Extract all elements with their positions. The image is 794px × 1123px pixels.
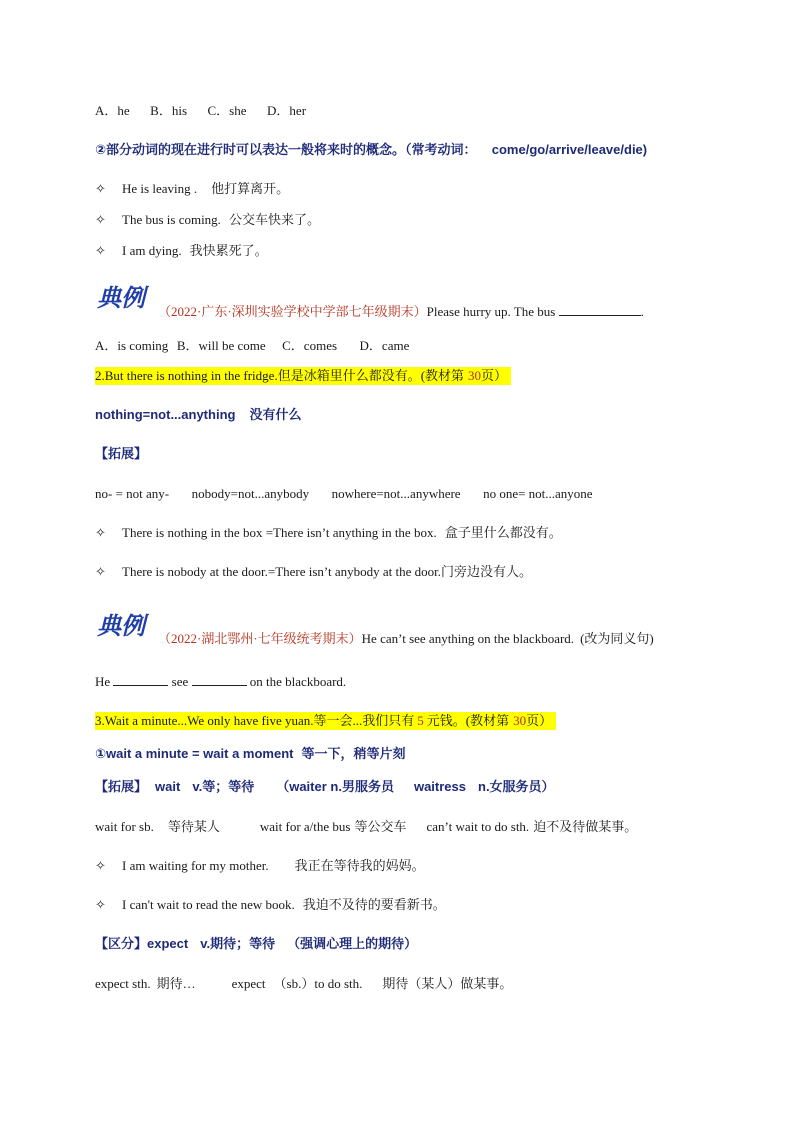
use-en: （sb.）to do sth.: [273, 976, 363, 991]
answer-end: on the blackboard.: [249, 674, 347, 689]
example-zh: 公交车快来了。: [228, 212, 320, 227]
distinguish-row: [95, 935, 417, 953]
section2-phrase: [95, 406, 301, 424]
example2-source: （2022·湖北鄂州·七年级统考期末）: [158, 631, 362, 646]
logo-text: 典例: [97, 611, 145, 640]
typical-example-logo: [95, 282, 155, 312]
phrase-zh: 等一下，稍等片刻: [301, 746, 406, 761]
option-a: A．is coming: [95, 338, 169, 353]
example1-text: Please hurry up. The bus: [426, 304, 556, 319]
use-en: wait for sb.: [95, 819, 154, 834]
example-row: [95, 563, 532, 581]
example-en: I can't wait to read the new book.: [122, 897, 295, 912]
section3-num: 5: [417, 713, 424, 728]
use-zh: 迫不及待做某事。: [533, 819, 638, 834]
option-a: A．he: [95, 103, 130, 118]
example2-question: [158, 630, 654, 648]
rule: nobody=not...anybody: [191, 486, 310, 501]
example-row: [95, 180, 289, 198]
logo-text: 典例: [97, 283, 145, 312]
example-en: I am dying.: [122, 243, 182, 258]
example-en: The bus is coming.: [122, 212, 221, 227]
use-en: expect sth.: [95, 976, 151, 991]
expand-label: 【拓展】: [95, 779, 148, 794]
example2-text: He can’t see anything on the blackboard.: [361, 631, 575, 646]
answer-blank[interactable]: [192, 672, 247, 686]
diamond-icon: ✧: [95, 897, 106, 912]
example1-end: .: [640, 304, 644, 319]
example-row: [95, 857, 425, 875]
example-row: [95, 242, 268, 260]
option-d: D．came: [359, 338, 410, 353]
diamond-icon: ✧: [95, 212, 106, 227]
example2-answer: [95, 672, 346, 691]
option-c: C．comes: [282, 338, 338, 353]
distinguish-word: expect: [147, 936, 189, 951]
distinguish-note: （强调心理上的期待）: [287, 936, 418, 951]
expand-pos: v.等；等待: [192, 779, 255, 794]
use-en: wait for a/the bus: [259, 819, 351, 834]
answer-start: He: [95, 674, 111, 689]
expand-waitress: waitress: [413, 779, 466, 794]
answer-blank[interactable]: [559, 302, 641, 316]
use-zh: 期待…: [156, 976, 196, 991]
use-zh: 等公交车: [354, 819, 407, 834]
q1-options: [95, 102, 306, 120]
section3-end: 页）: [526, 713, 553, 728]
use-zh: 期待（某人）做某事。: [382, 976, 513, 991]
example1-options: [95, 337, 409, 355]
example2-note: (改为同义句): [580, 631, 654, 646]
example-zh: 门旁边没有人。: [441, 564, 533, 579]
section3-page: 30: [513, 713, 527, 728]
phrase-zh: 没有什么: [249, 407, 302, 422]
example-zh: 我快累死了。: [189, 243, 268, 258]
use-en: can’t wait to do sth.: [426, 819, 530, 834]
section2-heading: [95, 367, 511, 385]
diamond-icon: ✧: [95, 858, 106, 873]
section3-text: 3.Wait a minute...We only have five yuan.等一会...我们只有: [95, 713, 415, 728]
no-rules: [95, 485, 593, 503]
option-b: B．will be come: [176, 338, 266, 353]
typical-example-logo: [95, 610, 155, 640]
option-d: D．her: [267, 103, 307, 118]
option-c: C．she: [207, 103, 247, 118]
expand-waitress-def: n.女服务员）: [478, 779, 555, 794]
example-zh: 我正在等待我的妈妈。: [294, 858, 425, 873]
example-row: [95, 524, 562, 542]
section3-expand: [95, 778, 555, 796]
wait-uses: [95, 818, 637, 836]
diamond-icon: ✧: [95, 181, 106, 196]
diamond-icon: ✧: [95, 564, 106, 579]
example-en: He is leaving .: [122, 181, 198, 196]
use-zh: 等待某人: [167, 819, 220, 834]
example1-source: （2022·广东·深圳实验学校中学部七年级期末）: [158, 304, 427, 319]
point2-verbs: come/go/arrive/leave/die): [491, 142, 648, 157]
example-zh: 盒子里什么都没有。: [444, 525, 562, 540]
diamond-icon: ✧: [95, 243, 106, 258]
point2-title: ②部分动词的现在进行时可以表达一般将来时的概念。（常考动词：: [95, 142, 477, 157]
section3-heading: [95, 712, 556, 730]
expand-label: 【拓展】: [95, 446, 148, 461]
answer-mid: see: [171, 674, 189, 689]
section2-text: 2.But there is nothing in the fridge.但是冰箱里什么都没有。(教材第: [95, 368, 465, 383]
example-en: There is nobody at the door.=There isn’t anybody at the door.: [122, 564, 442, 579]
example-en: There is nothing in the box =There isn’t anything in the box.: [122, 525, 437, 540]
option-b: B．his: [150, 103, 188, 118]
expand-word: wait: [155, 779, 181, 794]
use-en: expect: [231, 976, 266, 991]
example-row: [95, 211, 320, 229]
answer-blank[interactable]: [113, 672, 168, 686]
expect-uses: [95, 975, 512, 993]
distinguish-def: v.期待；等待: [200, 936, 276, 951]
expand-waiter: （waiter n.男服务员: [276, 779, 394, 794]
example-zh: 我迫不及待的要看新书。: [302, 897, 446, 912]
section2-page: 30: [468, 368, 482, 383]
example-row: [95, 896, 446, 914]
phrase-en: ①wait a minute = wait a moment: [95, 746, 294, 761]
phrase-en: nothing=not...anything: [95, 407, 236, 422]
rule: no one= not...anyone: [483, 486, 593, 501]
example1-question: [158, 302, 644, 321]
section3-phrase: [95, 745, 405, 763]
section3-text2: 元钱。(教材第: [426, 713, 510, 728]
example-zh: 他打算离开。: [211, 181, 290, 196]
diamond-icon: ✧: [95, 525, 106, 540]
rule: nowhere=not...anywhere: [331, 486, 461, 501]
section2-end: 页）: [481, 368, 508, 383]
example-en: I am waiting for my mother.: [122, 858, 269, 873]
point2-heading: [95, 141, 647, 159]
distinguish-label: 【区分】: [95, 936, 148, 951]
rule: no- = not any-: [95, 486, 170, 501]
